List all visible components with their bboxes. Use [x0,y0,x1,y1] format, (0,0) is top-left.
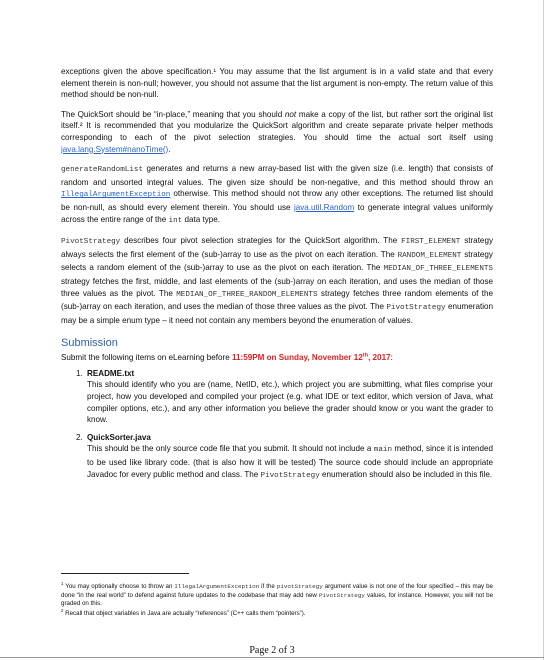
code-pivot-strategy: PivotStrategy [61,238,121,247]
item-body-readme: This should identify who you are (name, NetID, etc.), which project you are submitting, what files comprise your project, how you developed and compiled your project (e.g. what IDE or text editor, which version of Java, what compiler options, etc.), and any other information you believe the grader should know or you want the grader to know. [87,380,493,425]
link-illegal-argument-exception[interactable]: IllegalArgumentException [61,191,171,200]
paragraph-pivot-strategy [61,235,493,326]
submission-list [61,368,493,482]
paragraph-text: otherwise. This method should not throw any other exceptions. The returned list should be non-null, as should every element therein. You should use [61,189,493,212]
item-text: enumeration should also be included in this file. [319,469,493,479]
footnote-text: values, for instance. However, you will not be graded on this. [61,591,494,608]
code-median-of-three-elements: MEDIAN_OF_THREE_ELEMENTS [383,265,493,274]
footnotes [61,580,494,619]
deadline-text: 11:59PM on Sunday, November 12 [231,353,363,363]
footnote-text: if the [259,583,277,590]
code-pivot-strategy: PivotStrategy [386,304,446,313]
paragraph-generate-random-list [61,163,493,227]
paragraph-text: generates and returns a new array-based list with the given size (i.e. length) that consists of random and unsorted integral values. The given size should be non-negative, and this method should throw an [61,164,493,187]
paragraph-text: describes four pivot selection strategies for the QuickSort algorithm. The [120,236,402,246]
paragraph-text: enumeration may be a simple enum type – it need not contain any members beyond the enumeration of values. [61,302,494,325]
footnote-mark: 2 [61,607,64,613]
code-generate-random-list: generateRandomList [61,166,144,175]
item-text: This should be the only source code file that you submit. It should not include a [87,444,374,454]
footnote-text: argument value is not one of the four specified – this may be done “in the real world” to defend against future updates to the codebase that may add new [61,583,493,599]
item-text: method, since it is intended to be used like library code. (that is also how it will be tested) The source code should include an appropriate Javadoc for every public method and class. The [87,444,493,479]
submission-deadline [232,353,391,362]
paragraph-in-place [61,109,493,155]
list-item [85,368,493,426]
link-java-util-random[interactable]: java.util.Random [293,202,355,212]
paragraph-text: strategy selects a random element of the (sub-)array to use as the pivot on each iteration. The [61,249,493,273]
paragraph-text: . [168,144,171,154]
list-item [85,432,493,482]
footnote-divider [61,573,189,574]
code-main: main [373,446,393,455]
paragraph-text: data type. [182,214,221,224]
code-random-element: RANDOM_ELEMENT [397,251,462,260]
code-first-element: FIRST_ELEMENT [401,238,461,247]
code-pivot-strategy: PivotStrategy [318,591,365,599]
page-bottom-edge [0,657,544,658]
paragraph-text: exceptions given the above specification.¹ You may assume that the list argument is in a valid state and that every element therein is non-null; however, you should not assume that the list argument is non-empty. The return value of this method should be non-null. [61,67,493,100]
paragraph-text: strategy fetches three random elements of the (sub-)array on each iteration, and uses the median of those three values as the pivot. The [61,288,493,312]
page-number: Page 2 of 3 [249,645,295,656]
code-illegal-argument-exception: IllegalArgumentException [174,583,260,590]
code-median-of-three-random-elements: MEDIAN_OF_THREE_RANDOM_ELEMENTS [176,290,318,299]
paragraph-text: strategy always selects the first element of the (sub-)array to use as the pivot on each iteration. The [61,236,493,259]
item-title-quicksorter: 2. QuickSorter.java [87,432,151,442]
intro-text: Submit the following items on eLearning before [61,353,232,363]
paragraph-text: to generate integral values uniformly across the entire range of the [61,202,493,224]
paragraph-text: The QuickSort should be “in-place,” meaning that you should [61,109,285,119]
submission-intro [61,352,493,364]
code-pivot-strategy-arg: pivotStrategy [276,583,323,590]
footnote-2 [61,607,493,619]
page-content [61,66,493,488]
footnote-1 [61,580,494,609]
item-title-readme: 1. README.txt [87,368,135,378]
submission-heading: Submission [61,337,118,350]
footnote-text: Recall that object variables in Java are actually “references” (C++ calls them “pointers”). [63,609,306,617]
code-int: int [168,216,183,225]
footnote-mark: 1 [61,580,64,586]
code-pivot-strategy: PivotStrategy [260,471,320,480]
paragraph-exceptions [61,66,493,101]
item-body-quicksorter [87,443,493,482]
deadline-year: , 2017 [368,353,391,363]
emphasis-not: not [284,109,297,119]
paragraph-text: make a copy of the list, but rather sort the original list itself.² It is recommended that you modularize the QuickSort algorithm and create separate private helper methods corresponding to each of the pivot selection strategies. You should time the actual sort itself using [61,109,493,142]
link-nanotime[interactable]: java.lang.System#nanoTime() [61,144,169,154]
intro-colon: : [390,353,393,363]
deadline-superscript: th [362,352,369,359]
paragraph-text: strategy fetches the first, middle, and last elements of the (sub-)array on each iteration, and uses the median of those three values as the pivot. The [61,276,493,298]
footnote-text: You may optionally choose to throw an [63,583,175,590]
